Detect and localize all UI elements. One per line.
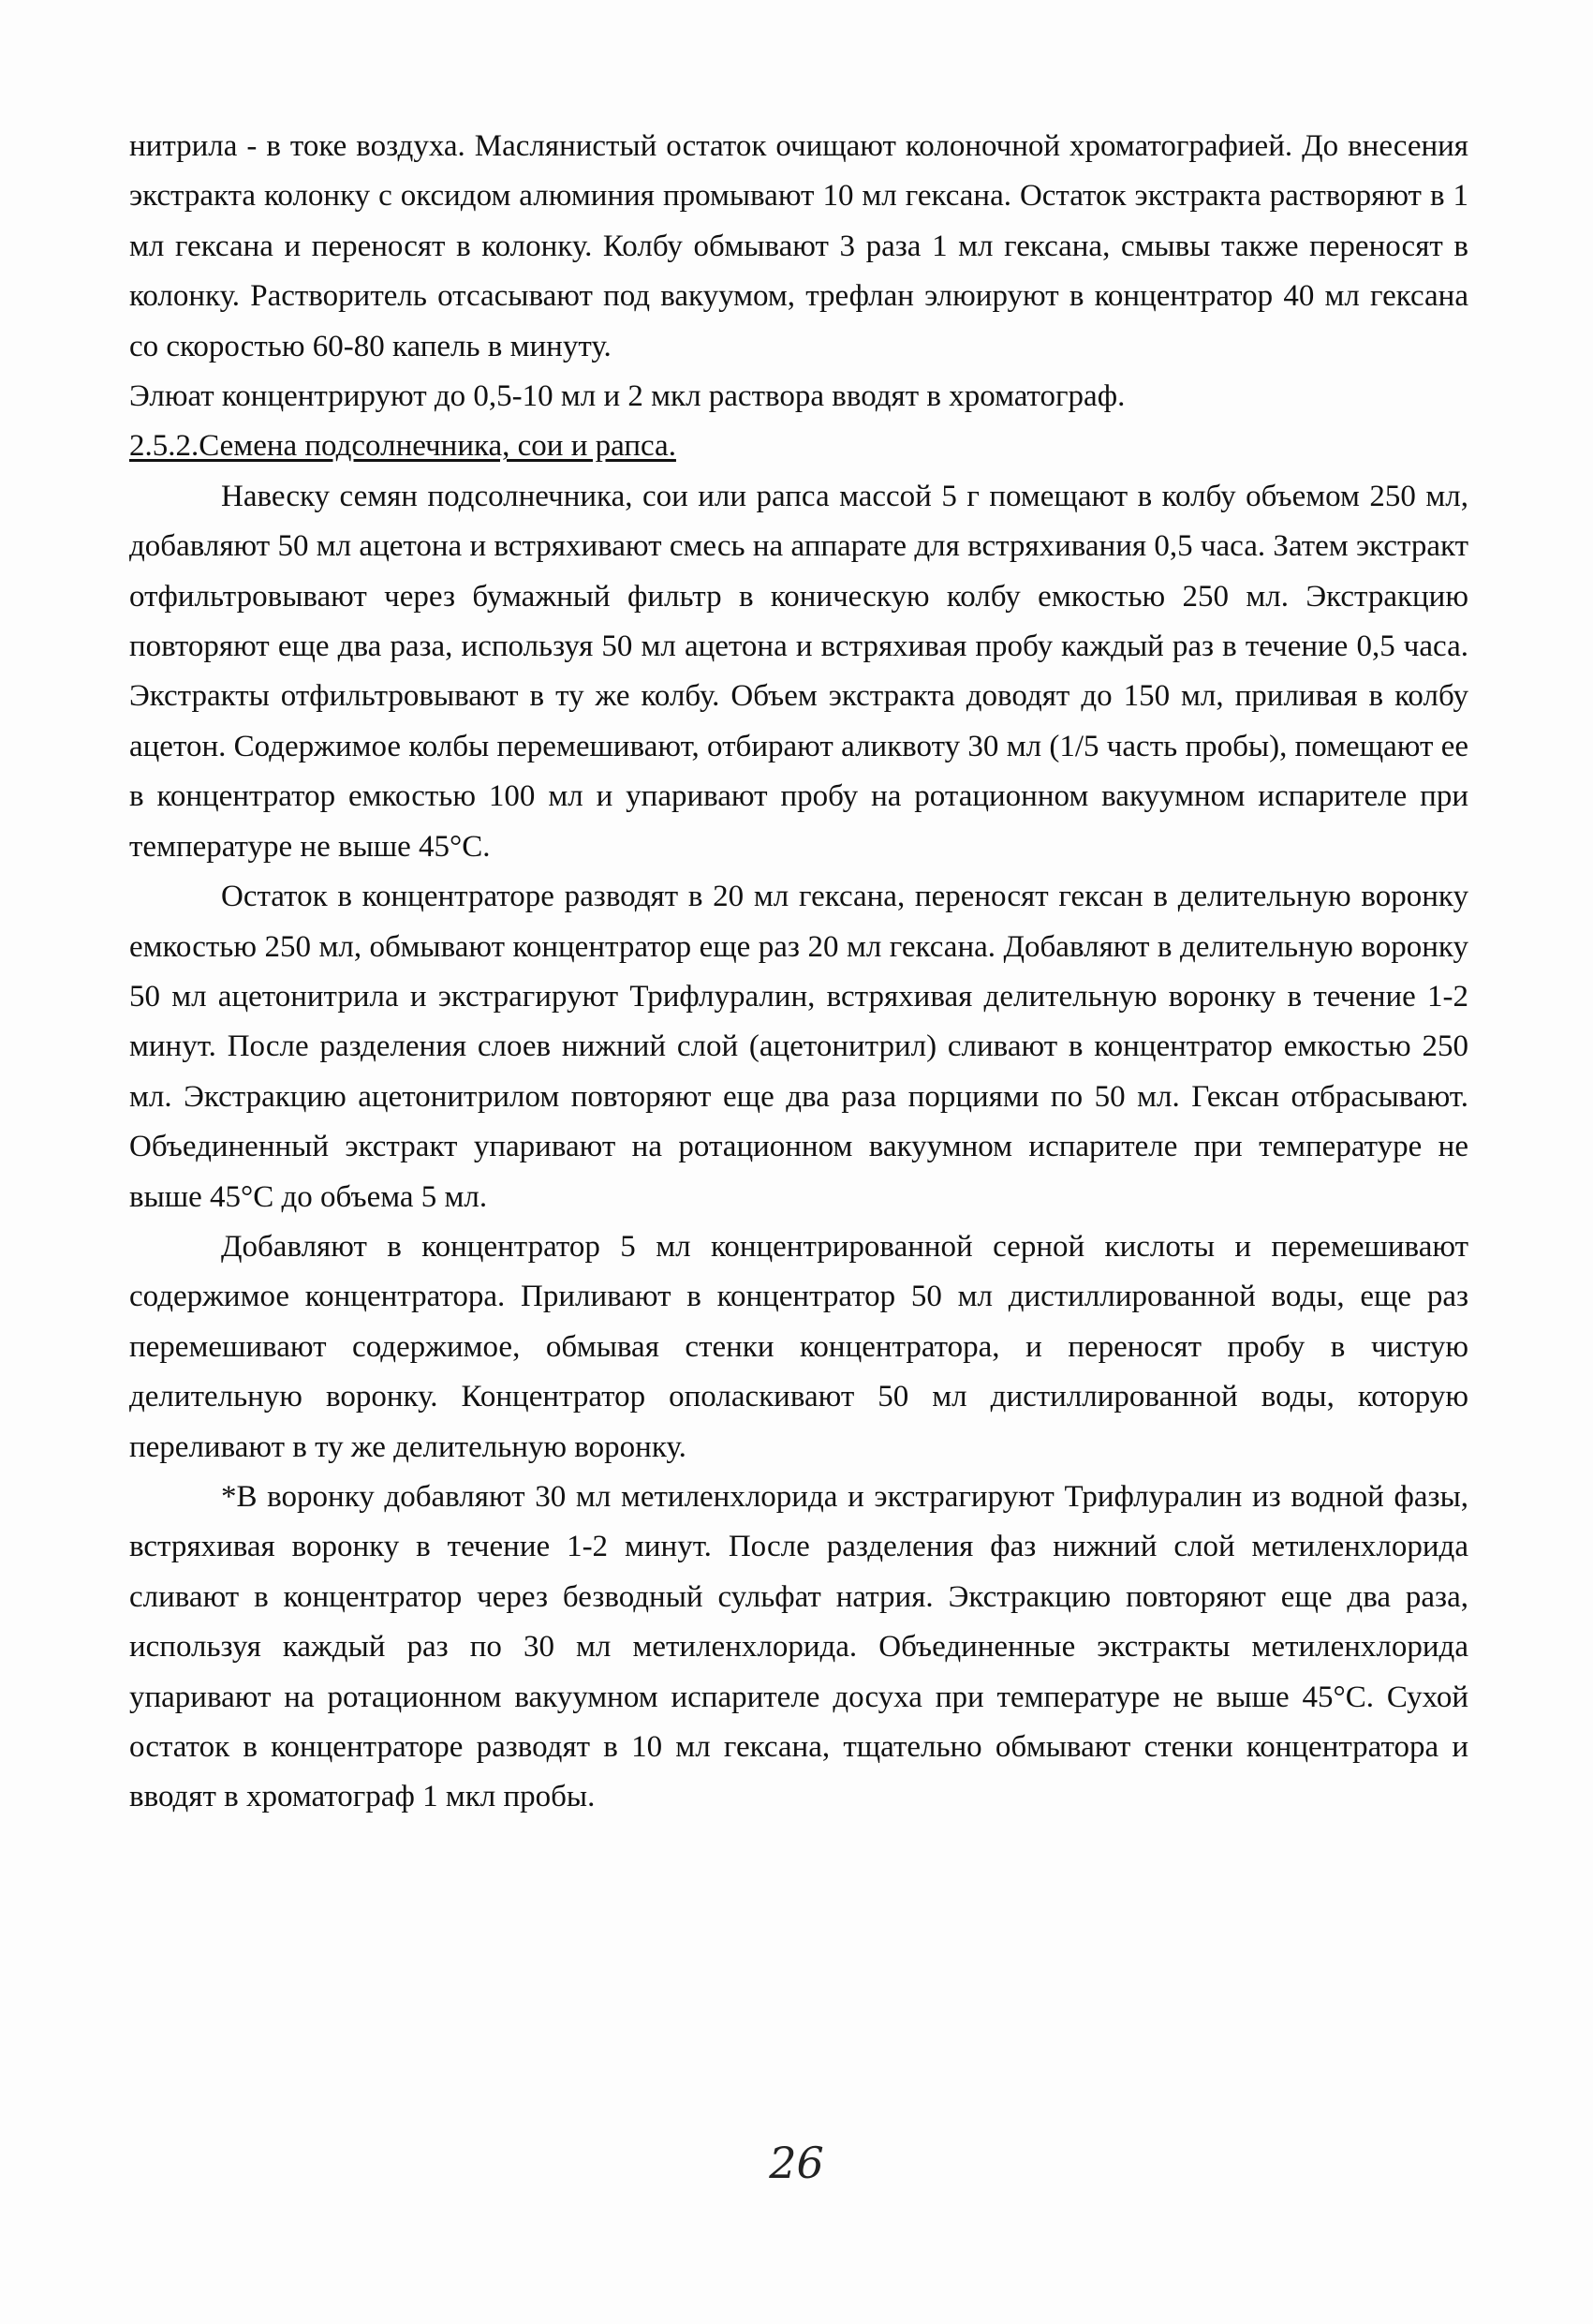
paragraph-hexane-residue: Остаток в концентраторе разводят в 20 мл гексана, переносят гексан в делительную воронку емкостью 250 мл, обмывают концентратор еще раз 20 мл гексана. Добавляют в делительную воронку 50 мл ацетонитрила и экстрагируют Трифлуралин, встряхивая делительную воронку в течение 1-2 минут. После разделения слоев нижний слой (ацетонитрил) сливают в концентратор емкостью 250 мл. Экстракцию ацетонитрилом повторяют еще два раза порциями по 50 мл. Гексан отбрасывают. Объединенный экстракт упаривают на ротационном вакуумном испарителе при температуре не выше 45°С до объема 5 мл. [129,880,1468,1214]
paragraph-eluate: Элюат концентрируют до 0,5-10 мл и 2 мкл раствора вводят в хроматограф. [129,379,1126,414]
paragraph-methylene-chloride: *В воронку добавляют 30 мл метиленхлорида и экстрагируют Трифлуралин из водной фазы, встряхивая воронку в течение 1-2 минут. После разделения фаз нижний слой метиленхлорида сливают в концентратор через безводный сульфат натрия. Экстракцию повторяют еще два раза, используя каждый раз по 30 мл метиленхлорида. Объединенные экстракты метиленхлорида упаривают на ротационном вакуумном испарителе досуха при температуре не выше 45°С. Сухой остаток в концентраторе разводят в 10 мл гексана, тщательно обмывают стенки концентратора и вводят в хроматограф 1 мкл пробы. [129,1479,1468,1814]
page-number: 26 [769,2138,824,2188]
section-heading: 2.5.2.Семена подсолнечника, сои и рапса. [129,429,676,464]
paragraph-sulfuric-acid: Добавляют в концентратор 5 мл концентрированной серной кислоты и перемешивают содержимое концентратора. Приливают в концентратор 50 мл дистиллированной воды, еще раз перемешивают содержимое, обмывая стенки концентратора, и переносят пробу в чистую делительную воронку. Концентратор ополаскивают 50 мл дистиллированной воды, которую переливают в ту же делительную воронку. [129,1229,1468,1464]
paragraph-sample-weighing: Навеску семян подсолнечника, сои или рапса массой 5 г помещают в колбу объемом 250 мл, добавляют 50 мл ацетона и встряхивают смесь на аппарате для встряхивания 0,5 часа. Затем экстракт отфильтровывают через бумажный фильтр в коническую колбу емкостью 250 мл. Экстракцию повторяют еще два раза, используя 50 мл ацетона и встряхивая пробу каждый раз в течение 0,5 часа. Экстракты отфильтровывают в ту же колбу. Объем экстракта доводят до 150 мл, приливая в колбу ацетон. Содержимое колбы перемешивают, отбирают аликвоту 30 мл (1/5 часть пробы), помещают ее в концентратор емкостью 100 мл и упаривают пробу на ротационном вакуумном испарителе при температуре не выше 45°С. [129,479,1468,864]
body-text [129,122,1468,1823]
paragraph-continuation: нитрила - в токе воздуха. Маслянистый остаток очищают колоночной хроматографией. До внесения экстракта колонку с оксидом алюминия промывают 10 мл гексана. Остаток экстракта растворяют в 1 мл гексана и переносят в колонку. Колбу обмывают 3 раза 1 мл гексана, смывы также переносят в колонку. Растворитель отсасывают под вакуумом, трефлан элюируют в концентратор 40 мл гексана со скоростью 60-80 капель в минуту. [129,129,1468,363]
